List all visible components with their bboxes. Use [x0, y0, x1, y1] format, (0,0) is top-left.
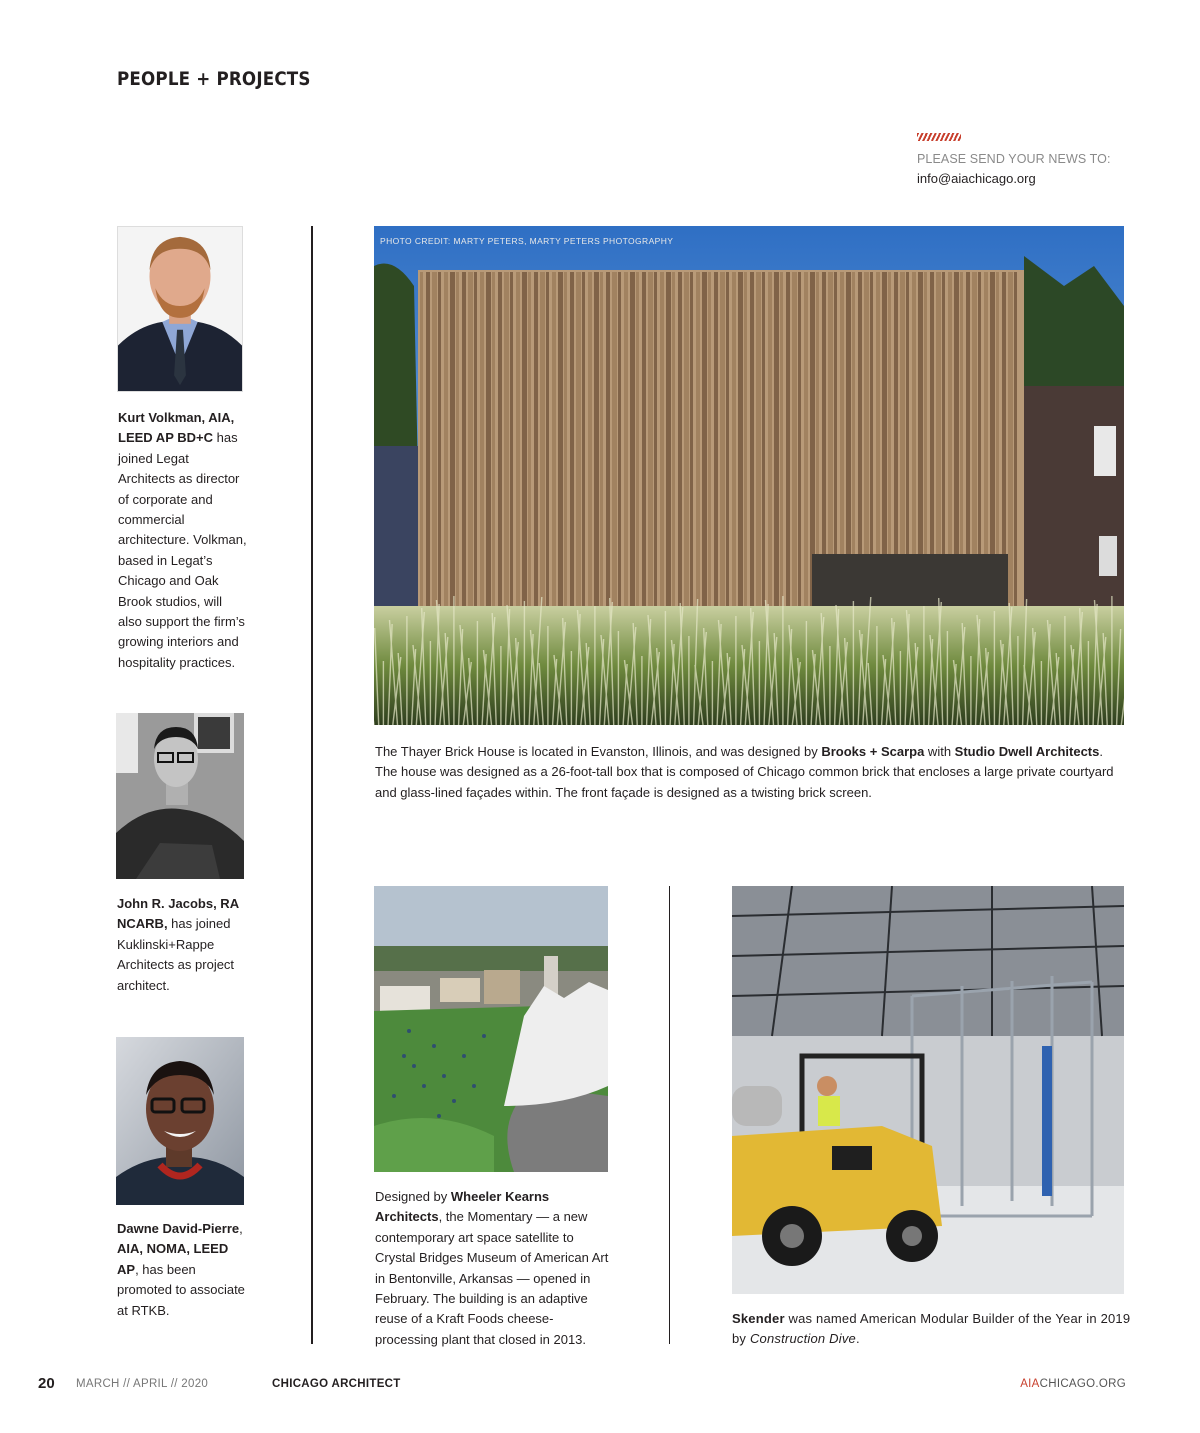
caption-text: . — [855, 1331, 860, 1347]
bio-kurt-volkman — [118, 408, 248, 673]
caption-momentary — [375, 1187, 610, 1350]
website-rest: CHICAGO.ORG — [1039, 1378, 1126, 1390]
page-number: 20 — [38, 1375, 55, 1392]
column-divider — [311, 226, 313, 1344]
portrait-kurt-volkman — [117, 226, 243, 392]
firm-name: Brooks + Scarpa — [821, 744, 925, 759]
caption-text: The Thayer Brick House is located in Evanston, Illinois, and was designed by — [375, 744, 822, 759]
portrait-dawne-david-pierre — [116, 1037, 244, 1205]
person-name: John R. Jacobs, RA NCARB, — [117, 896, 239, 932]
caption-thayer — [375, 742, 1115, 803]
firm-name: Skender — [732, 1311, 785, 1326]
section-title: PEOPLE + PROJECTS — [117, 68, 311, 90]
bio-text: has joined Kuklinski+Rappe Architects as project architect. — [117, 916, 235, 993]
send-news-label: PLEASE SEND YOUR NEWS TO: — [917, 152, 1111, 166]
caption-text: . The house was designed as a 26-foot-tall box that is composed of Chicago common brick that encloses a large private courtyard and glass-lined façades within. The front façade is designed as a twisting brick screen. — [375, 744, 1114, 800]
bio-text: , has been promoted to associate at RTKB. — [117, 1261, 245, 1318]
column-divider-lower — [669, 886, 670, 1344]
photo-thayer-brick-house — [374, 226, 1124, 725]
website-link[interactable] — [1020, 1378, 1126, 1390]
bio-text: has joined Legat Architects as director of corporate and commercial architecture. Volkman, based in Legat’s Chicago and Oak Brook studios, will also support the firm’s growing interiors and hospitality practices. — [118, 430, 247, 670]
publication-name: Construction Dive — [749, 1331, 856, 1347]
photo-the-momentary — [374, 886, 608, 1172]
caption-text: , the Momentary — a new contemporary art space satellite to Crystal Bridges Museum of American Art in Bentonville, Arkansas — opened in February. The building is an adaptive reuse of a Kraft Foods cheese-processing plant that closed in 2013. — [375, 1209, 609, 1347]
portrait-john-jacobs — [116, 713, 244, 879]
person-name: Dawne David-Pierre — [117, 1221, 240, 1236]
firm-name: Wheeler Kearns Architects — [375, 1189, 550, 1225]
firm-name: Studio Dwell Architects — [954, 744, 1100, 759]
person-name: Kurt Volkman, AIA, LEED AP BD+C — [118, 410, 235, 446]
bio-dawne-david-pierre — [117, 1219, 247, 1321]
issue-date: MARCH // APRIL // 2020 — [76, 1378, 209, 1390]
hatch-decoration — [917, 133, 961, 141]
send-news-email[interactable]: info@aiachicago.org — [917, 171, 1036, 186]
name-comma: , — [239, 1221, 243, 1236]
caption-text: Designed by — [375, 1189, 451, 1204]
caption-text: was named American Modular Builder of the Year in 2019 by — [732, 1311, 1131, 1347]
bio-john-jacobs — [117, 894, 247, 996]
photo-credit: PHOTO CREDIT: MARTY PETERS, MARTY PETERS PHOTOGRAPHY — [380, 236, 674, 246]
website-accent: AIA — [1020, 1378, 1040, 1390]
caption-skender — [732, 1309, 1132, 1350]
person-credentials: AIA, NOMA, LEED AP — [117, 1241, 229, 1277]
magazine-name: CHICAGO ARCHITECT — [272, 1378, 401, 1390]
caption-text: with — [924, 744, 955, 759]
photo-skender-warehouse — [732, 886, 1124, 1294]
